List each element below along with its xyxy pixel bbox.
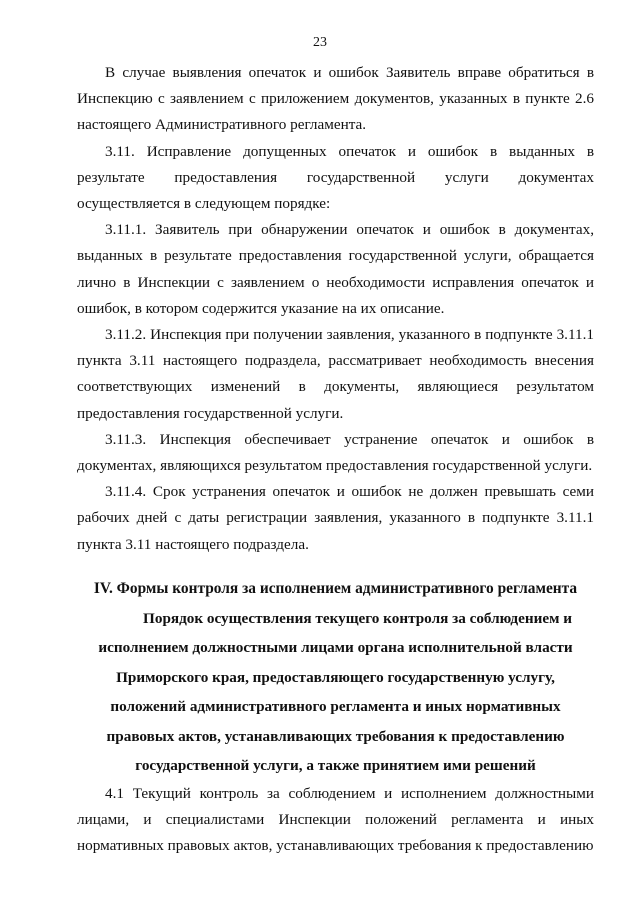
paragraph-3-11: 3.11. Исправление допущенных опечаток и ошибок в выданных в результате предоставления государственной услуги документах осуществляется в следующем порядке: [77,142,594,213]
paragraph-3-11-3: 3.11.3. Инспекция обеспечивает устранение опечаток и ошибок в документах, являющихся результатом предоставления государственной услуги. [77,430,594,475]
paragraph-3-11-2: 3.11.2. Инспекция при получении заявления, указанного в подпункте 3.11.1 пункта 3.11 настоящего подраздела, рассматривает необходимость внесения соответствующих изменений в документы, являющиеся результатом предоставления государственной услуги. [77,326,594,422]
section-subheading [77,604,594,780]
paragraph-3-11-4: 3.11.4. Срок устранения опечаток и ошибок не должен превышать семи рабочих дней с даты регистрации заявления, указанного в подпункте 3.11.1 пункта 3.11 настоящего подраздела. [77,483,594,553]
document-body [77,60,594,859]
section-subheading-text: Порядок осуществления текущего контроля за соблюдением и исполнением должностными лицами органа исполнительной власти Приморского края, предоставляющего государственную услугу, положений административного регламента и иных нормативных правовых актов, устанавливающих требования к предоставлению государственной услуги, а также принятием ими решений [98,610,573,775]
paragraph-4-1: 4.1 Текущий контроль за соблюдением и исполнением должностными лицами, и специалистами Инспекции положений регламента и иных нормативных правовых актов, устанавливающих требования к предоставлению [77,784,594,854]
page-number: 23 [313,35,327,50]
paragraph-3-11-1: 3.11.1. Заявитель при обнаружении опечаток и ошибок в документах, выданных в результате предоставления государственной услуги, обращается лично в Инспекции с заявлением о необходимости исправления опечаток и ошибок, в котором содержится указание на их описание. [77,221,594,317]
section-heading: IV. Формы контроля за исполнением административного регламента [93,579,578,597]
paragraph-typo-appeal: В случае выявления опечаток и ошибок Заявитель вправе обратиться в Инспекцию с заявлением с приложением документов, указанных в пункте 2.6 настоящего Административного регламента. [77,64,594,134]
